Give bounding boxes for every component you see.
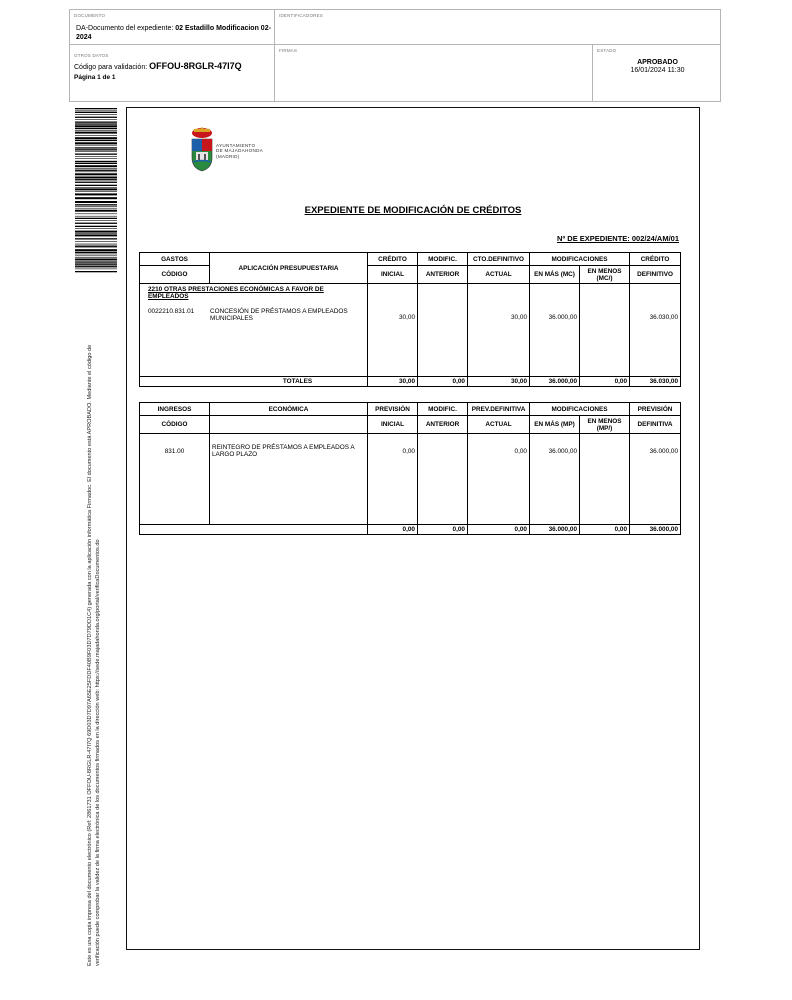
tot-definitivo: 36.030,00 <box>630 377 681 387</box>
tot-menos: 0,00 <box>580 525 630 535</box>
gastos-header-row-1 <box>140 253 681 266</box>
gastos-menos <box>580 284 630 377</box>
th-en-mas: EN MÁS (MC) <box>530 266 580 284</box>
documento-value: DA-Documento del expediente: 02 Estadillo Modificacion 02-2024 <box>76 25 271 41</box>
tot-mas: 36.000,00 <box>530 525 580 535</box>
th-definitivo: DEFINITIVO <box>630 266 681 284</box>
th-en-menos: EN MENOS (MC/) <box>580 266 630 284</box>
ingresos-mas: 36.000,00 <box>530 434 580 525</box>
gastos-anterior <box>418 284 468 377</box>
ingresos-table <box>139 402 681 535</box>
gastos-actual: 30,00 <box>468 284 530 377</box>
expediente-number: Nº DE EXPEDIENTE: 002/24/AM/01 <box>557 234 679 243</box>
th-actual: ACTUAL <box>468 266 530 284</box>
th-modific: MODIFIC. <box>418 253 468 266</box>
estado-label: ESTADO <box>597 48 617 53</box>
estado-fecha: 16/01/2024 11:30 <box>630 67 685 74</box>
header-firmas-box <box>274 44 593 102</box>
otros-datos-label: OTROS DATOS <box>74 53 109 58</box>
document-title: EXPEDIENTE DE MODIFICACIÓN DE CRÉDITOS <box>304 205 522 216</box>
firmas-label: FIRMAS <box>279 48 298 53</box>
th-inicial: INICIAL <box>368 266 418 284</box>
codigo-validacion: Código para validación: OFFOU-8RGLR-47I7Q <box>74 61 242 71</box>
gastos-definitivo: 36.030,00 <box>630 284 681 377</box>
header-documento-box <box>69 9 275 45</box>
th-actual: ACTUAL <box>468 416 530 434</box>
th-codigo: CÓDIGO <box>140 266 210 284</box>
th-prev-definitiva: PREV.DEFINITIVA <box>468 403 530 416</box>
header-otros-datos-box <box>69 44 275 102</box>
ingresos-menos <box>580 434 630 525</box>
barcode-image <box>75 108 117 274</box>
th-economica-blank <box>210 416 368 434</box>
th-ingresos: INGRESOS <box>140 403 210 416</box>
tot-actual: 0,00 <box>468 525 530 535</box>
identificadores-label: IDENTIFICADORES <box>279 13 324 18</box>
tot-mas: 36.000,00 <box>530 377 580 387</box>
side-verification-text <box>86 298 102 966</box>
th-prevision-def: PREVISIÓN <box>630 403 681 416</box>
th-modificaciones: MODIFICACIONES <box>530 253 630 266</box>
estado-value: APROBADO <box>637 59 678 66</box>
th-economica: ECONÓMICA <box>210 403 368 416</box>
tot-inicial: 0,00 <box>368 525 418 535</box>
ingresos-codigo: 831.00 <box>140 434 210 525</box>
municipality-logo <box>190 126 280 174</box>
th-prevision: PREVISIÓN <box>368 403 418 416</box>
tot-menos: 0,00 <box>580 377 630 387</box>
ingresos-header-row-2 <box>140 416 681 434</box>
codigo-value: OFFOU-8RGLR-47I7Q <box>149 61 242 71</box>
documento-name: 02 Estadillo Modificacion 02-2024 <box>76 25 271 41</box>
ingresos-economica: REINTEGRO DE PRÉSTAMOS A EMPLEADOS A LARGO PLAZO <box>210 434 368 525</box>
th-codigo: CÓDIGO <box>140 416 210 434</box>
th-anterior: ANTERIOR <box>418 416 468 434</box>
gastos-inicial: 30,00 <box>368 284 418 377</box>
th-gastos: GASTOS <box>140 253 210 266</box>
th-en-mas: EN MÁS (MP) <box>530 416 580 434</box>
gastos-table <box>139 252 681 387</box>
tot-anterior: 0,00 <box>418 377 468 387</box>
th-credito-def: CRÉDITO <box>630 253 681 266</box>
ingresos-header-row-1 <box>140 403 681 416</box>
ingresos-totales-row <box>140 525 681 535</box>
gastos-totales-row <box>140 377 681 387</box>
documento-label: DOCUMENTO <box>74 13 106 18</box>
logo-text: AYUNTAMIENTO DE MAJADAHONDA (MADRID) <box>216 143 264 159</box>
side-text-line1: Este es una copia impresa del documento electrónico (Ref: 2861731 OFFOU-8RGLR-47I7Q 69D03D7D97A65E25FDDF40B9F03D7D79DD1C4) generada con la aplicación informática Firmadoc. El documento está APROBADO. Mediante el código de <box>87 344 93 966</box>
side-text-line2: verificación puede comprobar la validez de la firma electrónica de los documentos firmados en la dirección web: https://sede.majadahonda.org/portal/verificaDocumentos.do <box>95 539 101 966</box>
tot-anterior: 0,00 <box>418 525 468 535</box>
th-cto-definitivo: CTO.DEFINITIVO <box>468 253 530 266</box>
th-anterior: ANTERIOR <box>418 266 468 284</box>
gastos-desc-cell <box>140 284 368 377</box>
pagina-label: Página 1 de 1 <box>74 74 116 81</box>
header-identificadores-box <box>274 9 721 45</box>
gastos-codigo: 0022210.831.01 <box>148 308 195 315</box>
th-inicial: INICIAL <box>368 416 418 434</box>
ingresos-definitiva: 36.000,00 <box>630 434 681 525</box>
th-en-menos: EN MENOS (MP/) <box>580 416 630 434</box>
gastos-subheading: 2210 OTRAS PRESTACIONES ECONÓMICAS A FAVOR DE EMPLEADOS <box>148 286 324 300</box>
th-definitiva: DEFINITIVA <box>630 416 681 434</box>
ingresos-actual: 0,00 <box>468 434 530 525</box>
tot-definitiva: 36.000,00 <box>630 525 681 535</box>
header-estado-box <box>592 44 721 102</box>
th-credito: CRÉDITO <box>368 253 418 266</box>
coat-of-arms-icon <box>190 126 214 172</box>
table-row <box>140 434 681 525</box>
ingresos-inicial: 0,00 <box>368 434 418 525</box>
th-modificaciones: MODIFICACIONES <box>530 403 630 416</box>
gastos-aplicacion: CONCESIÓN DE PRÉSTAMOS A EMPLEADOS MUNICIPALES <box>210 308 348 322</box>
totales-blank <box>140 525 368 535</box>
gastos-mas: 36.000,00 <box>530 284 580 377</box>
th-aplicacion: APLICACIÓN PRESUPUESTARIA <box>210 253 368 284</box>
ingresos-anterior <box>418 434 468 525</box>
th-modific: MODIFIC. <box>418 403 468 416</box>
table-row <box>140 284 681 377</box>
tot-actual: 30,00 <box>468 377 530 387</box>
tot-inicial: 30,00 <box>368 377 418 387</box>
totales-label: TOTALES <box>140 377 368 387</box>
